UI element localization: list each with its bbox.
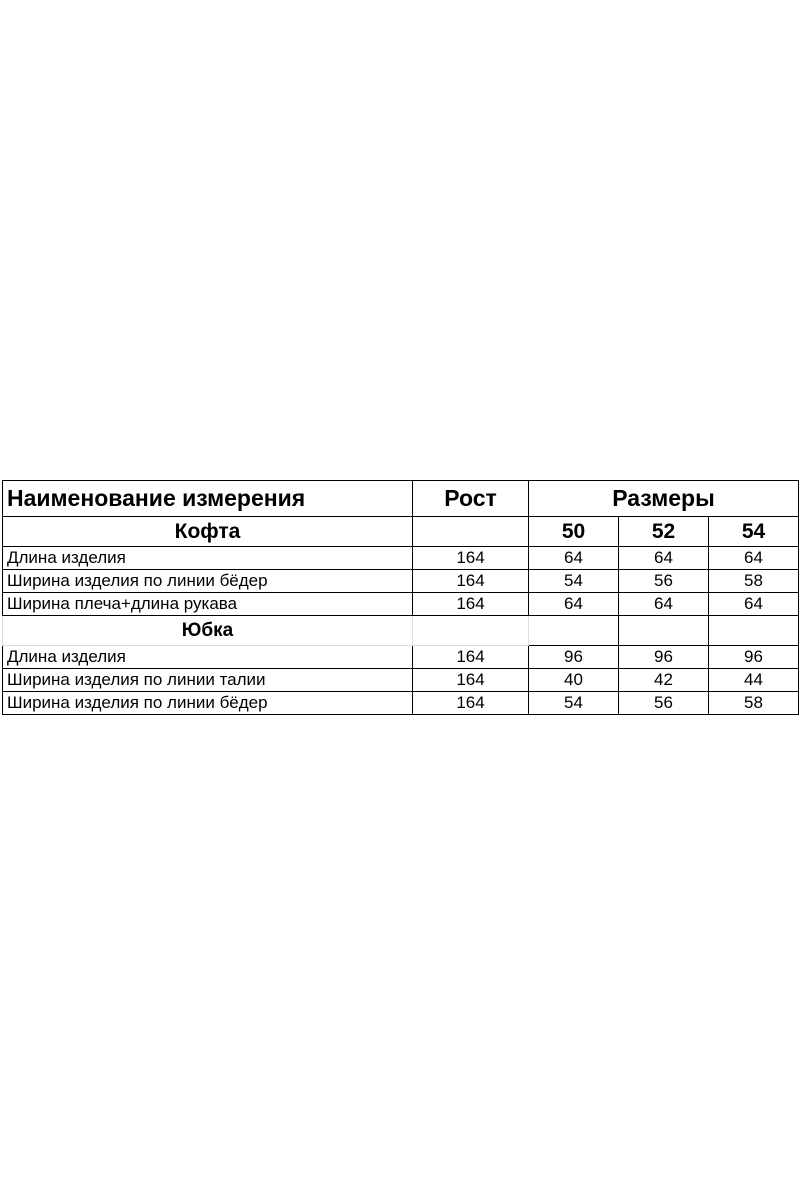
empty-cell bbox=[619, 616, 709, 646]
height-value: 164 bbox=[413, 570, 529, 593]
size-value: 58 bbox=[709, 570, 799, 593]
size-value: 64 bbox=[709, 593, 799, 616]
header-sizes: Размеры bbox=[529, 481, 799, 517]
size-label: 52 bbox=[619, 517, 709, 547]
empty-cell bbox=[529, 616, 619, 646]
table-row bbox=[3, 692, 799, 715]
measurement-name: Длина изделия bbox=[3, 547, 413, 570]
size-value: 58 bbox=[709, 692, 799, 715]
height-value: 164 bbox=[413, 692, 529, 715]
size-value: 64 bbox=[529, 547, 619, 570]
section-title: Юбка bbox=[3, 616, 413, 646]
table-row bbox=[3, 593, 799, 616]
size-chart-table bbox=[2, 480, 799, 715]
height-value: 164 bbox=[413, 547, 529, 570]
size-value: 54 bbox=[529, 570, 619, 593]
height-value: 164 bbox=[413, 646, 529, 669]
size-value: 96 bbox=[619, 646, 709, 669]
size-value: 64 bbox=[529, 593, 619, 616]
size-value: 96 bbox=[709, 646, 799, 669]
table-row bbox=[3, 646, 799, 669]
size-value: 56 bbox=[619, 570, 709, 593]
size-value: 54 bbox=[529, 692, 619, 715]
table-row bbox=[3, 669, 799, 692]
header-name: Наименование измерения bbox=[3, 481, 413, 517]
size-value: 96 bbox=[529, 646, 619, 669]
empty-cell bbox=[413, 616, 529, 646]
measurement-name: Ширина изделия по линии талии bbox=[3, 669, 413, 692]
empty-cell bbox=[709, 616, 799, 646]
size-value: 64 bbox=[709, 547, 799, 570]
height-value: 164 bbox=[413, 669, 529, 692]
header-height: Рост bbox=[413, 481, 529, 517]
table-row bbox=[3, 570, 799, 593]
size-value: 56 bbox=[619, 692, 709, 715]
size-label: 50 bbox=[529, 517, 619, 547]
measurement-name: Ширина плеча+длина рукава bbox=[3, 593, 413, 616]
measurement-name: Ширина изделия по линии бёдер bbox=[3, 692, 413, 715]
table-header-row bbox=[3, 481, 799, 517]
height-value: 164 bbox=[413, 593, 529, 616]
size-value: 64 bbox=[619, 593, 709, 616]
measurement-name: Длина изделия bbox=[3, 646, 413, 669]
table-row bbox=[3, 547, 799, 570]
size-value: 44 bbox=[709, 669, 799, 692]
size-value: 42 bbox=[619, 669, 709, 692]
section-header-row bbox=[3, 517, 799, 547]
size-label: 54 bbox=[709, 517, 799, 547]
empty-cell bbox=[413, 517, 529, 547]
section-title: Кофта bbox=[3, 517, 413, 547]
size-value: 64 bbox=[619, 547, 709, 570]
section-header-row bbox=[3, 616, 799, 646]
size-value: 40 bbox=[529, 669, 619, 692]
measurement-name: Ширина изделия по линии бёдер bbox=[3, 570, 413, 593]
